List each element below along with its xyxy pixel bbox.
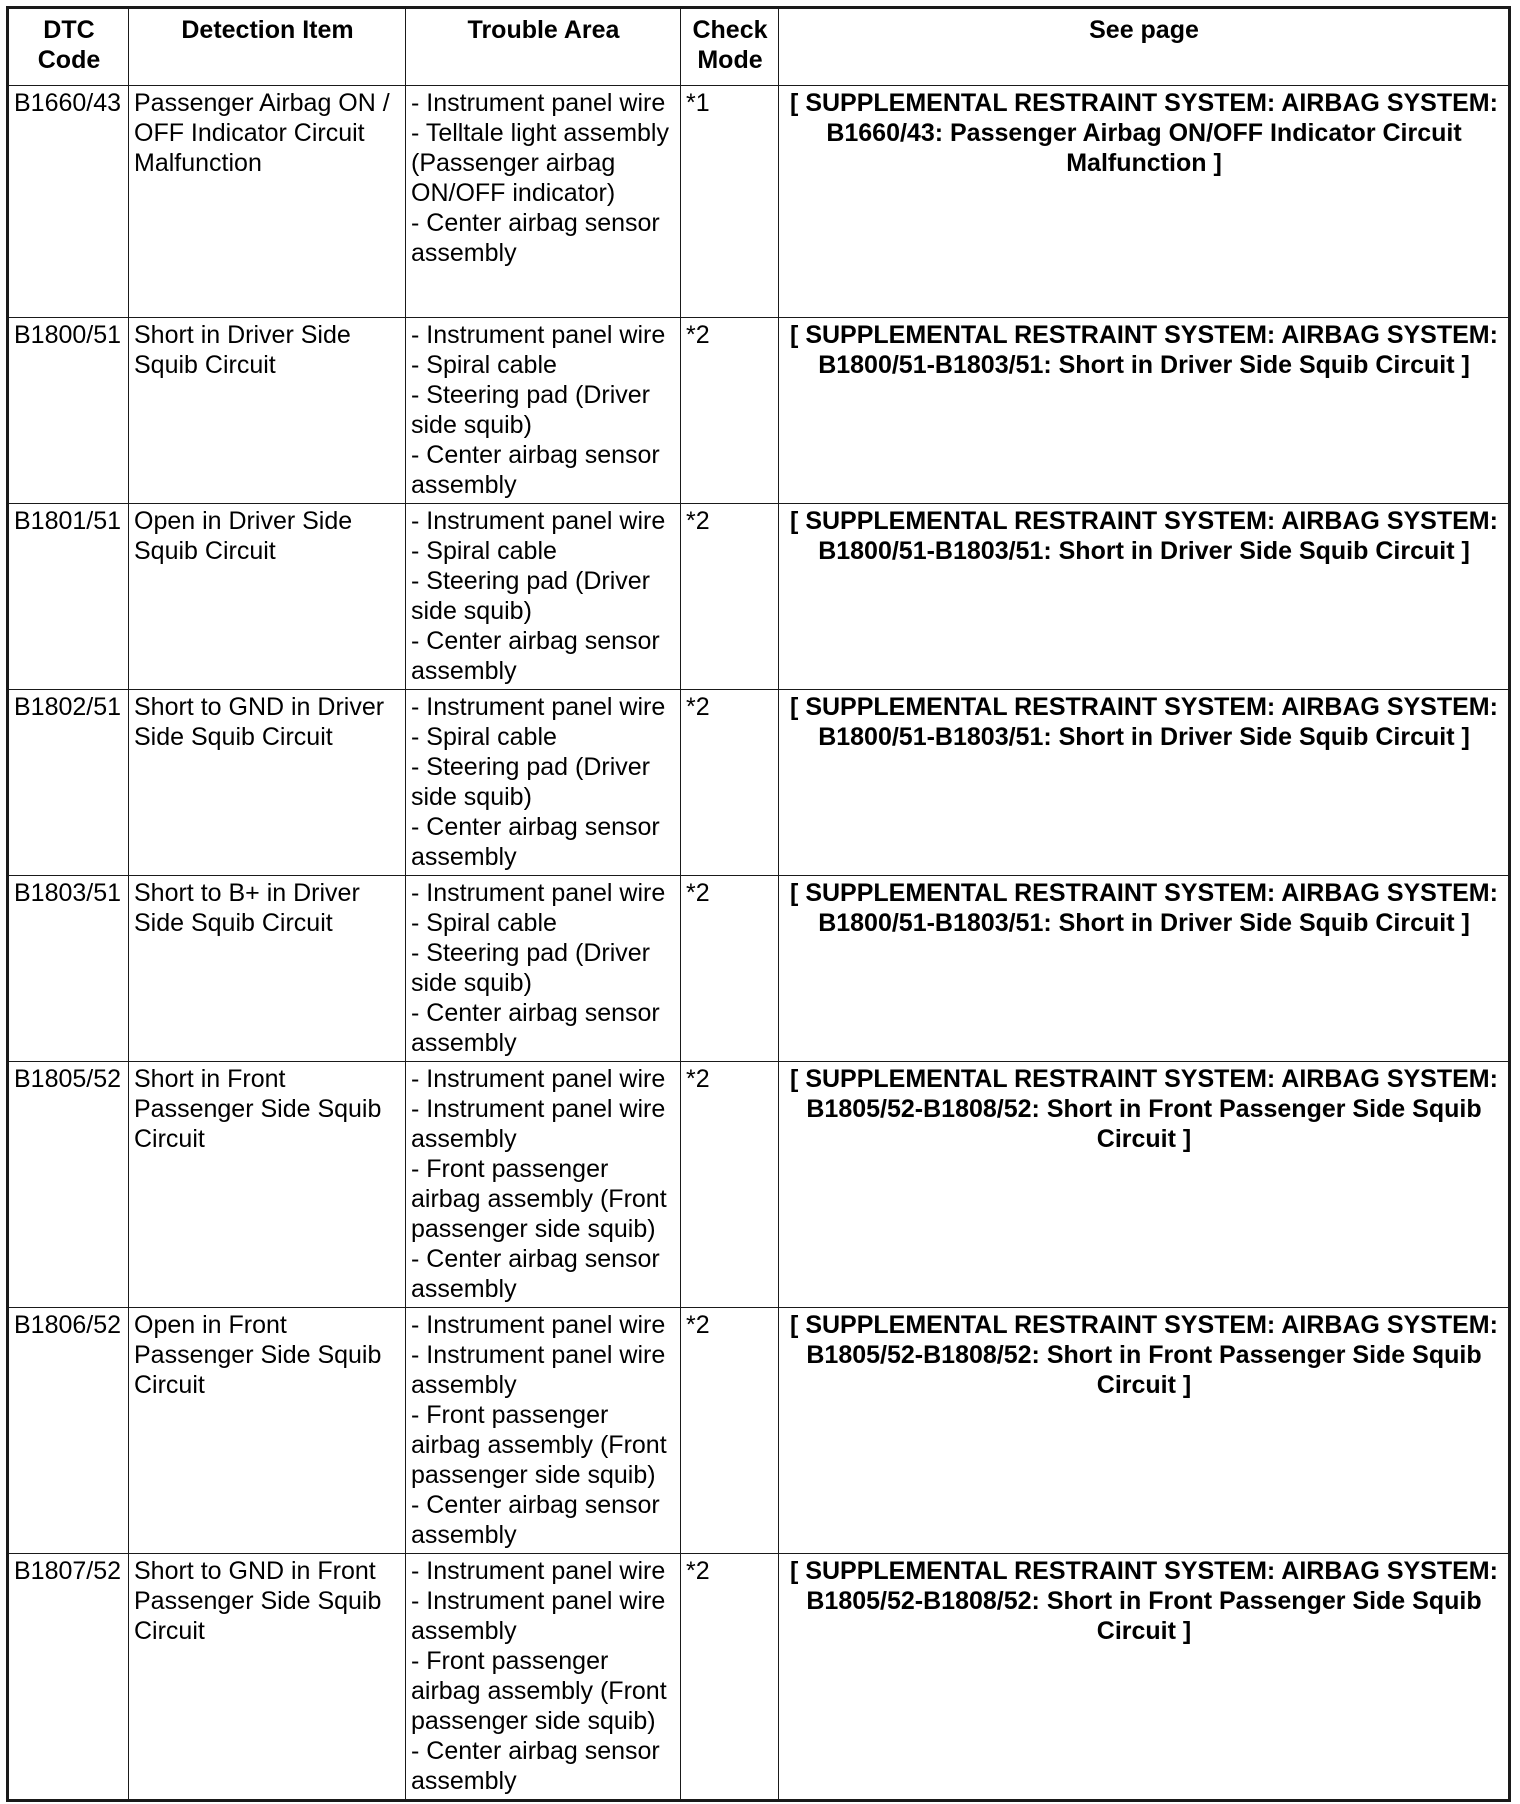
check-mode-cell: *2 [681, 876, 779, 1062]
trouble-area-line: - Telltale light assembly (Passenger airbag ON/OFF indicator) [411, 119, 669, 207]
dtc-code-cell: B1806/52 [8, 1308, 129, 1554]
trouble-area-line: - Center airbag sensor assembly [411, 627, 660, 685]
trouble-area-cell [406, 318, 681, 504]
trouble-area-cell [406, 1554, 681, 1801]
trouble-area-line: - Center airbag sensor assembly [411, 209, 660, 267]
table-row [8, 1062, 1510, 1308]
header-trouble-area: Trouble Area [406, 8, 681, 86]
dtc-code-cell: B1800/51 [8, 318, 129, 504]
trouble-area-line: - Front passenger airbag assembly (Front passenger side squib) [411, 1155, 667, 1243]
table-row [8, 1308, 1510, 1554]
trouble-area-line: - Center airbag sensor assembly [411, 441, 660, 499]
see-page-link: [ SUPPLEMENTAL RESTRAINT SYSTEM: AIRBAG SYSTEM: B1660/43: Passenger Airbag ON/OFF Indicator Circuit Malfunction ] [779, 86, 1510, 318]
check-mode-cell: *2 [681, 318, 779, 504]
see-page-link: [ SUPPLEMENTAL RESTRAINT SYSTEM: AIRBAG SYSTEM: B1800/51-B1803/51: Short in Driver Side Squib Circuit ] [779, 504, 1510, 690]
dtc-code-cell: B1802/51 [8, 690, 129, 876]
trouble-area-line: - Instrument panel wire [411, 89, 666, 117]
dtc-code-cell: B1660/43 [8, 86, 129, 318]
trouble-area-line: - Instrument panel wire assembly [411, 1095, 666, 1153]
detection-item-cell: Short in Front Passenger Side Squib Circuit [129, 1062, 406, 1308]
see-page-link: [ SUPPLEMENTAL RESTRAINT SYSTEM: AIRBAG SYSTEM: B1800/51-B1803/51: Short in Driver Side Squib Circuit ] [779, 876, 1510, 1062]
trouble-area-cell [406, 876, 681, 1062]
see-page-link: [ SUPPLEMENTAL RESTRAINT SYSTEM: AIRBAG SYSTEM: B1800/51-B1803/51: Short in Driver Side Squib Circuit ] [779, 690, 1510, 876]
check-mode-cell: *2 [681, 1554, 779, 1801]
see-page-link: [ SUPPLEMENTAL RESTRAINT SYSTEM: AIRBAG SYSTEM: B1805/52-B1808/52: Short in Front Passenger Side Squib Circuit ] [779, 1554, 1510, 1801]
trouble-area-line: - Spiral cable [411, 909, 557, 937]
trouble-area-line: - Instrument panel wire assembly [411, 1587, 666, 1645]
detection-item-cell: Passenger Airbag ON / OFF Indicator Circuit Malfunction [129, 86, 406, 318]
trouble-area-line: - Steering pad (Driver side squib) [411, 567, 650, 625]
detection-item-cell: Short in Driver Side Squib Circuit [129, 318, 406, 504]
trouble-area-cell [406, 504, 681, 690]
trouble-area-line: - Front passenger airbag assembly (Front passenger side squib) [411, 1401, 667, 1489]
table-row [8, 504, 1510, 690]
header-check-mode: Check Mode [681, 8, 779, 86]
trouble-area-line: - Instrument panel wire [411, 693, 666, 721]
dtc-code-cell: B1801/51 [8, 504, 129, 690]
header-dtc-code: DTC Code [8, 8, 129, 86]
trouble-area-line: - Instrument panel wire [411, 1065, 666, 1093]
trouble-area-line: - Instrument panel wire [411, 879, 666, 907]
trouble-area-line: - Instrument panel wire [411, 321, 666, 349]
trouble-area-line: - Instrument panel wire [411, 1311, 666, 1339]
trouble-area-line: - Instrument panel wire assembly [411, 1341, 666, 1399]
table-header-row [8, 8, 1510, 86]
see-page-link: [ SUPPLEMENTAL RESTRAINT SYSTEM: AIRBAG SYSTEM: B1805/52-B1808/52: Short in Front Passenger Side Squib Circuit ] [779, 1308, 1510, 1554]
check-mode-cell: *2 [681, 690, 779, 876]
check-mode-cell: *1 [681, 86, 779, 318]
trouble-area-line: - Center airbag sensor assembly [411, 813, 660, 871]
table-row [8, 876, 1510, 1062]
table-row [8, 318, 1510, 504]
trouble-area-line: - Spiral cable [411, 537, 557, 565]
detection-item-cell: Open in Driver Side Squib Circuit [129, 504, 406, 690]
trouble-area-cell [406, 690, 681, 876]
trouble-area-cell [406, 1062, 681, 1308]
detection-item-cell: Short to GND in Driver Side Squib Circuit [129, 690, 406, 876]
trouble-area-line: - Steering pad (Driver side squib) [411, 753, 650, 811]
detection-item-cell: Open in Front Passenger Side Squib Circuit [129, 1308, 406, 1554]
check-mode-cell: *2 [681, 504, 779, 690]
detection-item-cell: Short to GND in Front Passenger Side Squib Circuit [129, 1554, 406, 1801]
see-page-link: [ SUPPLEMENTAL RESTRAINT SYSTEM: AIRBAG SYSTEM: B1800/51-B1803/51: Short in Driver Side Squib Circuit ] [779, 318, 1510, 504]
check-mode-cell: *2 [681, 1308, 779, 1554]
trouble-area-line: - Instrument panel wire [411, 507, 666, 535]
trouble-area-cell [406, 86, 681, 318]
dtc-code-cell: B1805/52 [8, 1062, 129, 1308]
trouble-area-line: - Steering pad (Driver side squib) [411, 939, 650, 997]
table-row [8, 690, 1510, 876]
table-row [8, 86, 1510, 318]
detection-item-cell: Short to B+ in Driver Side Squib Circuit [129, 876, 406, 1062]
see-page-link: [ SUPPLEMENTAL RESTRAINT SYSTEM: AIRBAG SYSTEM: B1805/52-B1808/52: Short in Front Passenger Side Squib Circuit ] [779, 1062, 1510, 1308]
dtc-table [6, 6, 1511, 1802]
trouble-area-line: - Center airbag sensor assembly [411, 1491, 660, 1549]
trouble-area-line: - Spiral cable [411, 723, 557, 751]
trouble-area-line: - Front passenger airbag assembly (Front passenger side squib) [411, 1647, 667, 1735]
trouble-area-line: - Center airbag sensor assembly [411, 1245, 660, 1303]
trouble-area-cell [406, 1308, 681, 1554]
trouble-area-line: - Steering pad (Driver side squib) [411, 381, 650, 439]
check-mode-cell: *2 [681, 1062, 779, 1308]
dtc-code-cell: B1807/52 [8, 1554, 129, 1801]
trouble-area-line: - Center airbag sensor assembly [411, 1737, 660, 1795]
table-body [8, 86, 1510, 1801]
trouble-area-line: - Instrument panel wire [411, 1557, 666, 1585]
header-detection-item: Detection Item [129, 8, 406, 86]
header-see-page: See page [779, 8, 1510, 86]
trouble-area-line: - Center airbag sensor assembly [411, 999, 660, 1057]
trouble-area-line: - Spiral cable [411, 351, 557, 379]
dtc-code-cell: B1803/51 [8, 876, 129, 1062]
table-row [8, 1554, 1510, 1801]
